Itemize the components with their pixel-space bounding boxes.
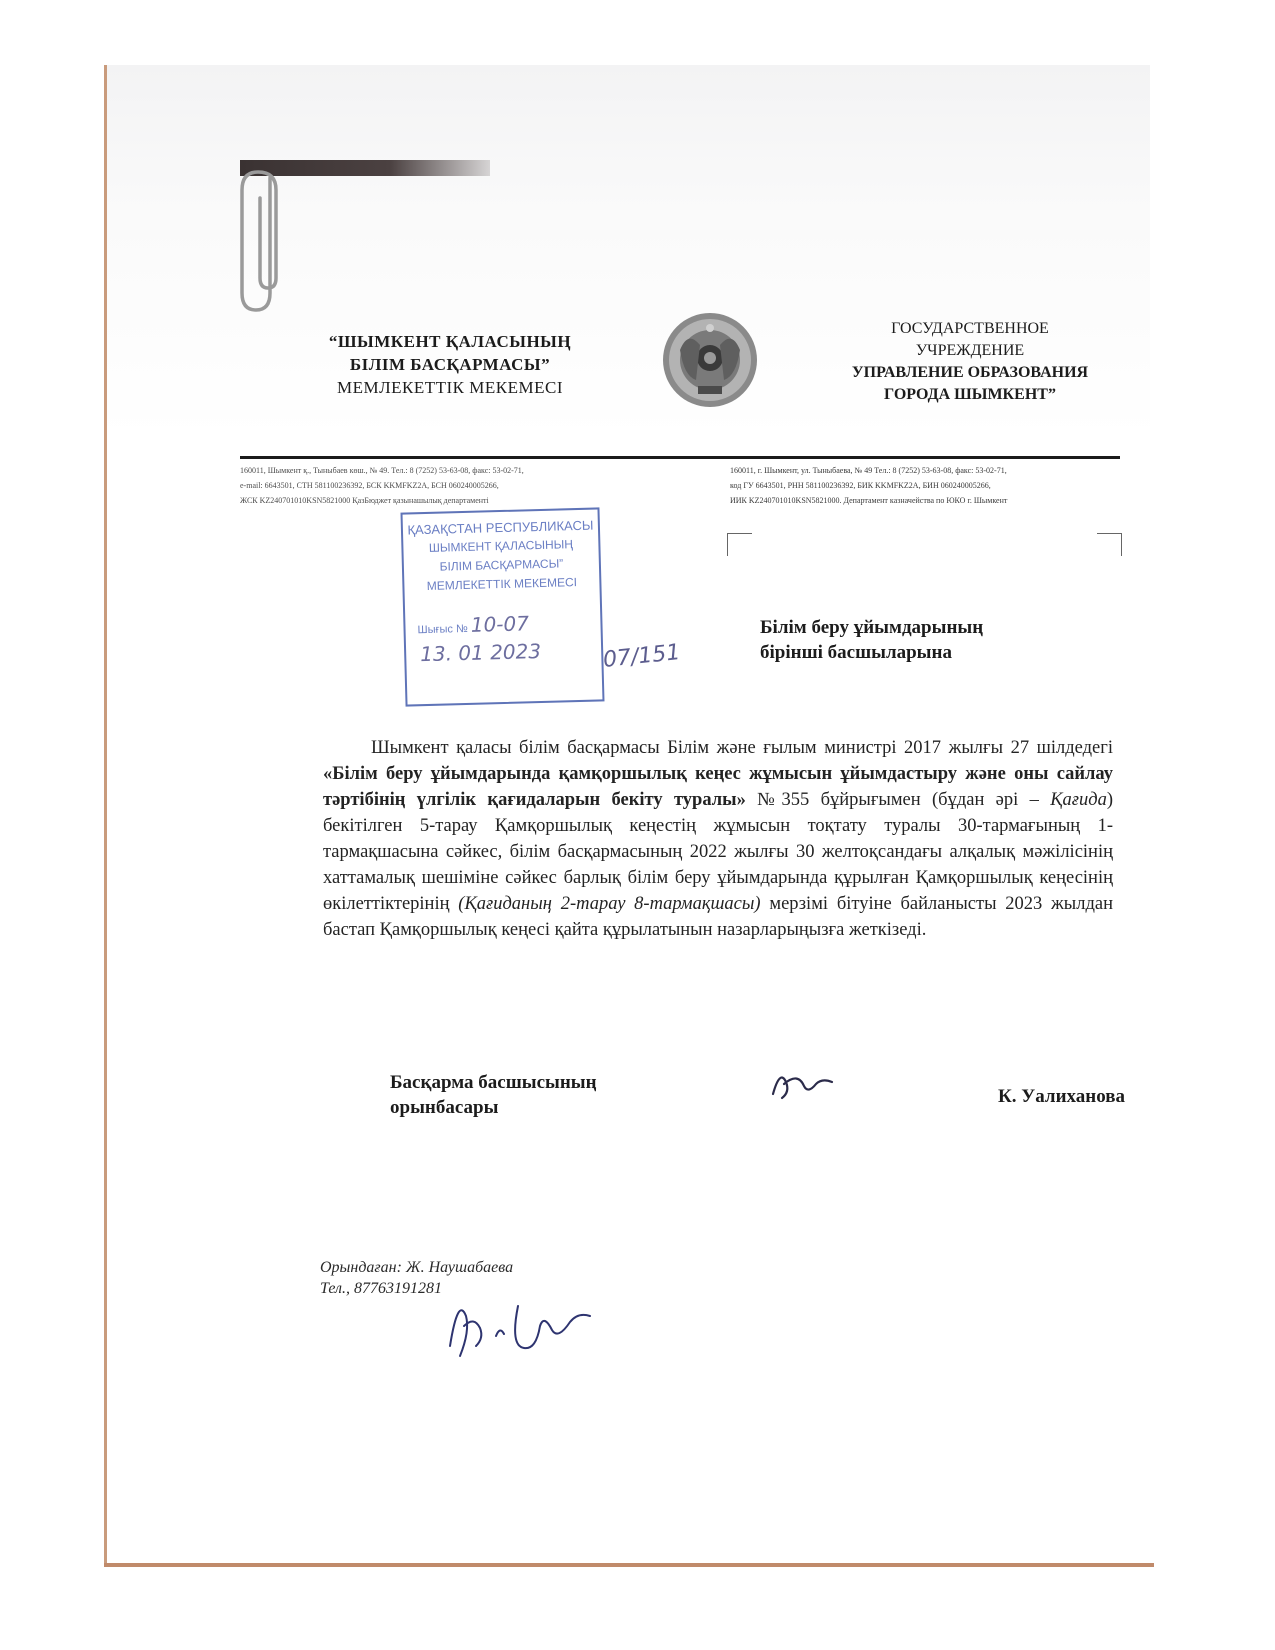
stamp-number-label: Шығыс № [417,622,468,637]
registration-number-suffix: 07/151 [601,640,682,673]
header-right-org [825,318,1115,406]
executor-name: Орындаған: Ж. Наушабаева [320,1259,514,1276]
stamp-number-value: 10-07 [470,611,530,637]
contacts-ru-line: 160011, г. Шымкент, ул. Тыныбаева, № 49 Тел.: 8 (7252) 53-63-08, факс: 53-02-71, [730,466,1007,475]
body-text-part: ) бекітілген 5-тарау Қамқоршылық кеңестің жұмысын тоқтату туралы 30-тармағының 1-тармақшасына сәйкес, білім басқармасының 2022 жылғы 30 желтоқсандағы алқалық мәжілісінің хаттамалық шешіміне сәйкес барлық білім беру ұйымдарында құрылған Қамқоршылық кеңесінің өкілеттіктерінің [323,790,1113,914]
body-text-part: №355 бұйрығымен (бұдан әрі – [745,790,1051,810]
paperclip-icon [232,168,292,318]
letter-body [323,735,1113,943]
header-left-line3: МЕМЛЕКЕТТІК МЕКЕМЕСІ [337,378,563,397]
page-edge-left [104,65,107,1567]
contacts-kz-line: 160011, Шымкент қ., Тыныбаев көш., № 49. Тел.: 8 (7252) 53-63-08, факс: 53-02-71, [240,466,524,475]
signatory-title-line1: Басқарма басшысының [390,1072,597,1093]
signatory-title-line2: орынбасары [390,1097,499,1118]
stamp-line2: ШЫМКЕНТ ҚАЛАСЫНЫҢ [428,537,574,555]
header-left-line2: БІЛІМ БАСҚАРМАСЫ” [349,355,551,374]
stamp-date: 13. 01 2023 [419,639,542,667]
executor-signature-icon [440,1286,600,1366]
signatory-title [390,1070,690,1120]
body-bold-title: «Білім беру ұйымдарында қамқоршылық кеңес жұмысын ұйымдастыру және оны сайлау тәртібінің үлгілік қағидаларын бекіту туралы» [323,764,1113,810]
stamp-number [405,609,601,638]
contacts-kz-line: ЖСК KZ240701010KSN5821000 ҚазБюджет қазынашылық департаменті [240,496,489,505]
header-right-line1: ГОСУДАРСТВЕННОЕ [891,320,1049,337]
header-right-line4: ГОРОДА ШЫМКЕНТ” [884,386,1056,403]
addressee-bracket-right [1097,533,1122,556]
contacts-ru-line: ИИК KZ240701010KSN5821000. Департамент казначейства по ЮКО г. Шымкент [730,496,1008,505]
executor-phone: Тел., 87763191281 [320,1280,442,1297]
header-divider [240,456,1120,459]
state-emblem-icon [660,310,760,410]
stamp-line4: МЕМЛЕКЕТТІК МЕКЕМЕСІ [426,575,578,593]
addressee-bracket-left [727,533,752,556]
addressee-line1: Білім беру ұйымдарының [760,617,984,638]
contacts-kz-line: e-mail: 6643501, СТН 581100236392, БСК KKMFKZ2A, БСН 060240005266, [240,481,499,490]
stamp-line3: БІЛІМ БАСҚАРМАСЫ” [439,556,564,574]
header-left-org [300,330,600,399]
addressee-line2: бірінші басшыларына [760,642,952,663]
contacts-ru-line: код ГУ 6643501, РНН 581100236392, БИК KKMFKZ2A, БИН 060240005266, [730,481,991,490]
body-italic-ref: Қағида [1050,790,1107,810]
body-text-part: мерзімі бітуіне байланысты 2023 жылдан бастап Қамқоршылық кеңесі қайта құрылатынын назарларыңызға жеткізеді. [323,894,1113,940]
signature-icon [768,1064,838,1104]
header-left-line1: “ШЫМКЕНТ ҚАЛАСЫНЫҢ [328,332,572,351]
addressee [760,615,1080,665]
contacts-kz [240,463,615,508]
registration-stamp [400,507,604,706]
stamp-line1: ҚАЗАҚСТАН РЕСПУБЛИКАСЫ [407,517,594,538]
body-text-part: Шымкент қаласы білім басқармасы Білім және ғылым министрі 2017 жылғы 27 шілдедегі [371,738,1113,758]
header-right-line2: УЧРЕЖДЕНИЕ [915,342,1025,359]
header-right-line3: УПРАВЛЕНИЕ ОБРАЗОВАНИЯ [851,364,1089,381]
contacts-ru [730,463,1120,508]
body-italic-ref: (Қағиданың 2-тарау 8-тармақшасы) [458,894,761,914]
signatory-name: К. Уалиханова [998,1086,1125,1107]
page-edge-bottom [104,1563,1154,1567]
